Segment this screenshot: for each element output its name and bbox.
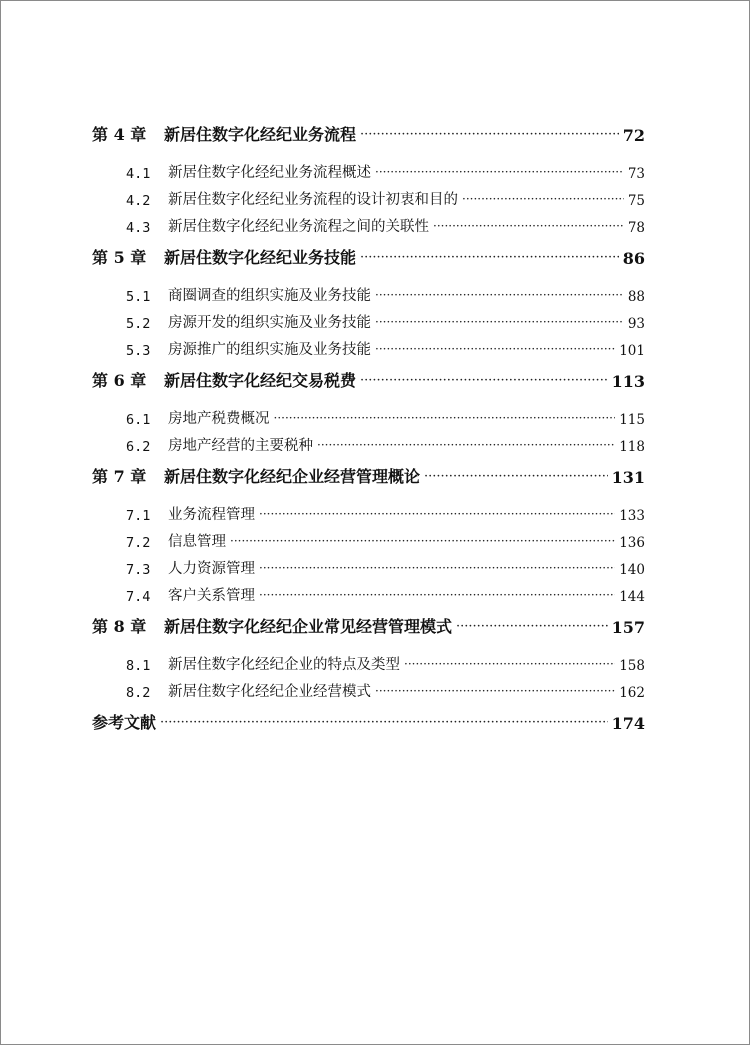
chapter-page-number: 113 xyxy=(611,372,645,391)
dot-leader xyxy=(360,128,619,141)
section-title: 人力资源管理 xyxy=(168,561,255,577)
references-title: 参考文献 xyxy=(92,713,157,732)
section-number: 4.1 xyxy=(126,166,151,182)
dot-leader xyxy=(375,685,615,697)
section-number: 7.4 xyxy=(126,589,151,605)
section-number: 8.2 xyxy=(126,685,151,701)
chapter-group-8 xyxy=(92,609,645,701)
section-entry[interactable] xyxy=(126,428,645,455)
chapter-group-5 xyxy=(92,240,645,359)
chapter-page-number: 131 xyxy=(611,468,645,487)
dot-leader xyxy=(230,535,615,547)
dot-leader xyxy=(462,193,624,205)
dot-leader xyxy=(259,562,615,574)
section-entry[interactable] xyxy=(126,647,645,674)
section-page-number: 101 xyxy=(619,343,645,359)
section-page-number: 118 xyxy=(619,439,645,455)
dot-leader xyxy=(375,343,615,355)
section-title: 新居住数字化经纪业务流程之间的关联性 xyxy=(168,219,429,235)
section-title: 新居住数字化经纪业务流程的设计初衷和目的 xyxy=(168,192,458,208)
section-number: 7.2 xyxy=(126,535,151,551)
section-title: 房源推广的组织实施及业务技能 xyxy=(168,342,371,358)
chapter-entry[interactable] xyxy=(92,459,645,487)
section-title: 业务流程管理 xyxy=(168,507,255,523)
references-entry[interactable] xyxy=(92,705,645,733)
dot-leader xyxy=(456,620,608,633)
section-title: 客户关系管理 xyxy=(168,588,255,604)
dot-leader xyxy=(360,251,619,264)
section-title: 新居住数字化经纪企业的特点及类型 xyxy=(168,657,400,673)
section-entry[interactable] xyxy=(126,524,645,551)
chapter-number: 第 7 章 xyxy=(92,467,147,486)
section-number: 4.3 xyxy=(126,220,151,236)
chapter-title: 新居住数字化经纪业务流程 xyxy=(164,125,357,144)
section-title: 信息管理 xyxy=(168,534,226,550)
references-group xyxy=(92,705,645,733)
chapter-page-number: 157 xyxy=(611,618,645,637)
section-number: 5.1 xyxy=(126,289,151,305)
section-entry[interactable] xyxy=(126,578,645,605)
dot-leader xyxy=(375,316,624,328)
section-page-number: 140 xyxy=(619,562,645,578)
section-title: 新居住数字化经纪企业经营模式 xyxy=(168,684,371,700)
chapter-entry[interactable] xyxy=(92,363,645,391)
section-title: 房源开发的组织实施及业务技能 xyxy=(168,315,371,331)
chapter-title: 新居住数字化经纪业务技能 xyxy=(164,248,357,267)
section-page-number: 162 xyxy=(619,685,645,701)
section-entry[interactable] xyxy=(126,155,645,182)
section-page-number: 93 xyxy=(627,316,645,332)
section-entry[interactable] xyxy=(126,551,645,578)
section-number: 4.2 xyxy=(126,193,151,209)
chapter-entry[interactable] xyxy=(92,117,645,145)
chapter-title: 新居住数字化经纪企业经营管理概论 xyxy=(164,467,421,486)
chapter-title: 新居住数字化经纪企业常见经营管理模式 xyxy=(164,617,453,636)
section-entry[interactable] xyxy=(126,278,645,305)
section-entry[interactable] xyxy=(126,401,645,428)
dot-leader xyxy=(424,470,608,483)
chapter-group-7 xyxy=(92,459,645,605)
section-number: 7.3 xyxy=(126,562,151,578)
section-page-number: 115 xyxy=(619,412,645,428)
dot-leader xyxy=(259,508,615,520)
chapter-number: 第 5 章 xyxy=(92,248,147,267)
section-title: 商圈调查的组织实施及业务技能 xyxy=(168,288,371,304)
section-page-number: 88 xyxy=(627,289,645,305)
dot-leader xyxy=(375,289,624,301)
section-entry[interactable] xyxy=(126,305,645,332)
section-page-number: 136 xyxy=(619,535,645,551)
dot-leader xyxy=(404,658,615,670)
section-page-number: 133 xyxy=(619,508,645,524)
dot-leader xyxy=(160,716,608,729)
chapter-title: 新居住数字化经纪交易税费 xyxy=(164,371,357,390)
section-entry[interactable] xyxy=(126,182,645,209)
section-number: 5.2 xyxy=(126,316,151,332)
chapter-number: 第 4 章 xyxy=(92,125,147,144)
dot-leader xyxy=(433,220,624,232)
chapter-number: 第 6 章 xyxy=(92,371,147,390)
dot-leader xyxy=(375,166,624,178)
section-title: 房地产经营的主要税种 xyxy=(168,438,313,454)
section-page-number: 158 xyxy=(619,658,645,674)
section-number: 7.1 xyxy=(126,508,151,524)
dot-leader xyxy=(274,412,616,424)
chapter-group-6 xyxy=(92,363,645,455)
chapter-entry[interactable] xyxy=(92,609,645,637)
dot-leader xyxy=(360,374,608,387)
dot-leader xyxy=(259,589,615,601)
references-page-number: 174 xyxy=(611,714,645,733)
section-number: 8.1 xyxy=(126,658,151,674)
chapter-number: 第 8 章 xyxy=(92,617,147,636)
chapter-page-number: 86 xyxy=(622,249,645,268)
section-entry[interactable] xyxy=(126,497,645,524)
table-of-contents xyxy=(92,117,645,743)
section-number: 5.3 xyxy=(126,343,151,359)
section-page-number: 78 xyxy=(627,220,645,236)
section-page-number: 144 xyxy=(619,589,645,605)
section-number: 6.2 xyxy=(126,439,151,455)
section-number: 6.1 xyxy=(126,412,151,428)
chapter-group-4 xyxy=(92,117,645,236)
chapter-page-number: 72 xyxy=(622,126,645,145)
dot-leader xyxy=(317,439,615,451)
section-title: 房地产税费概况 xyxy=(168,411,270,427)
section-page-number: 75 xyxy=(627,193,645,209)
chapter-entry[interactable] xyxy=(92,240,645,268)
section-entry[interactable] xyxy=(126,209,645,236)
section-entry[interactable] xyxy=(126,332,645,359)
section-page-number: 73 xyxy=(627,166,645,182)
section-title: 新居住数字化经纪业务流程概述 xyxy=(168,165,371,181)
section-entry[interactable] xyxy=(126,674,645,701)
